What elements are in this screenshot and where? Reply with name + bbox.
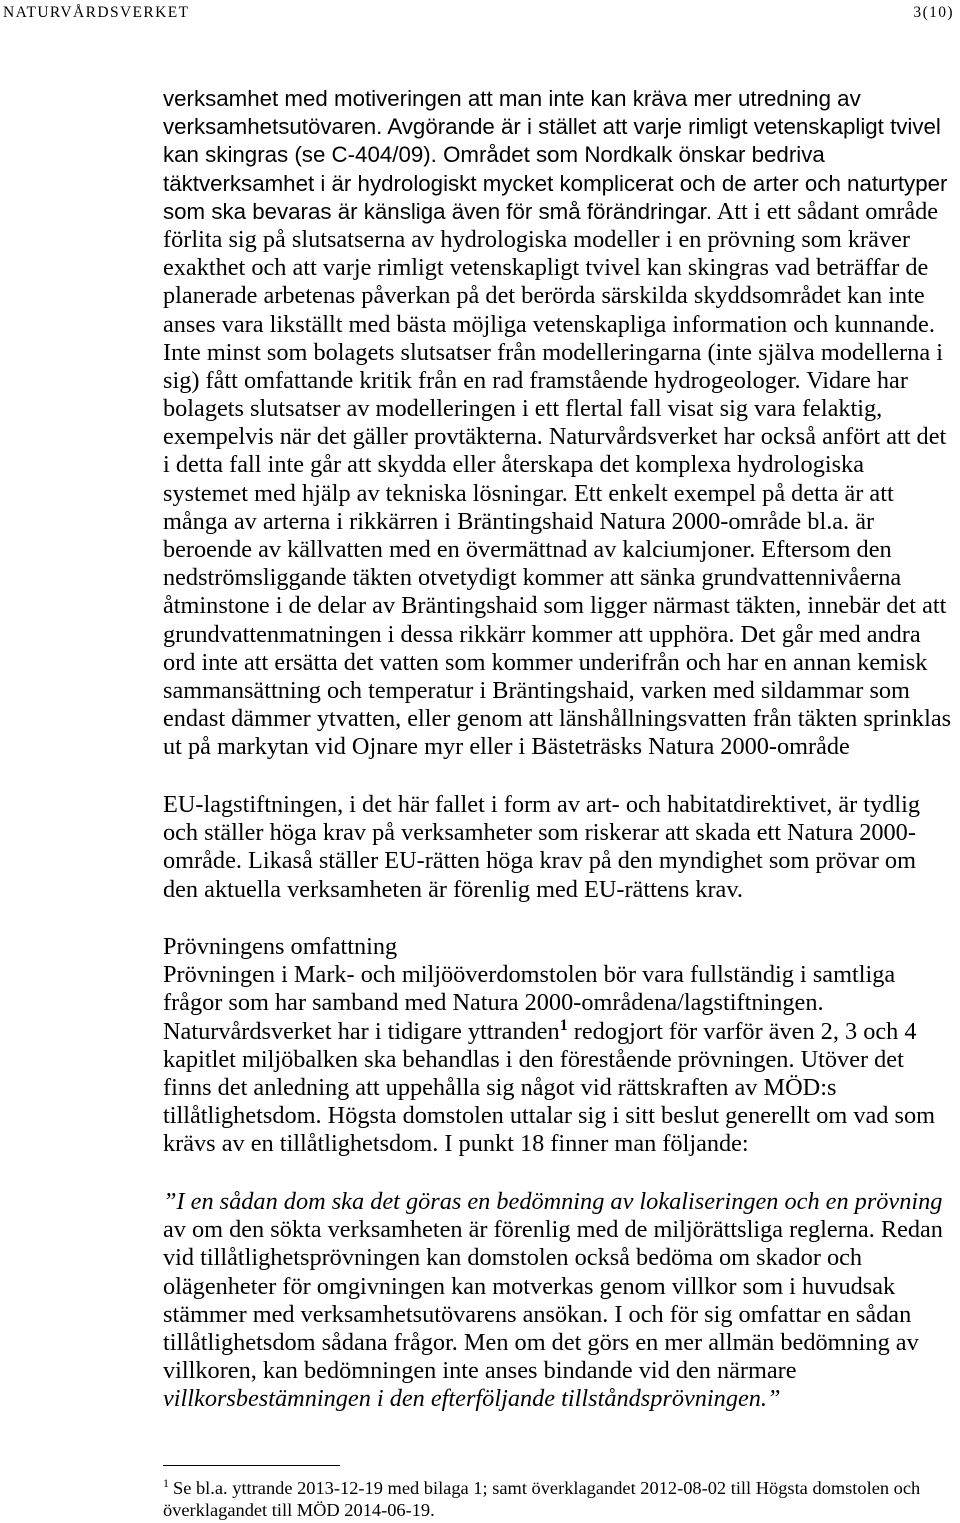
- paragraph-line-mixed: [163, 198, 955, 226]
- quote-line: ”I en sådan dom ska det göras en bedömning av lokaliseringen och en prövning: [163, 1188, 943, 1215]
- paragraph-line: område. Likaså ställer EU-rätten höga krav på den myndighet som prövar om: [163, 847, 916, 875]
- paragraph-line: och ställer höga krav på verksamheter som riskerar att skada ett Natura 2000-: [163, 819, 916, 847]
- paragraph-line: anses vara likställt med bästa möjliga vetenskapliga information och kunnande.: [163, 310, 935, 338]
- paragraph-line: exakthet och att varje rimligt vetenskapligt tvivel kan skingras vad beträffar de: [163, 254, 929, 282]
- paragraph-line-part: Naturvårdsverket har i tidigare yttranden: [163, 1017, 560, 1045]
- paragraph-line: den aktuella verksamheten är förenlig med EU-rättens krav.: [163, 875, 743, 903]
- quote-line: tillåtlighetsdom sådana frågor. Men om det görs en mer allmän bedömning av: [163, 1328, 919, 1356]
- paragraph-line: krävs av en tillåtlighetsdom. I punkt 18 finner man följande:: [163, 1130, 749, 1158]
- paragraph-line: i detta fall inte går att skydda eller återskapa det komplexa hydrologiska: [163, 451, 864, 479]
- paragraph-line: grundvattenmatningen i dessa rikkärr kommer att upphöra. Det går med andra: [163, 620, 921, 648]
- paragraph-line: kan skingras (se C-404/09). Området som Nordkalk önskar bedriva: [163, 142, 825, 168]
- quote-line: stämmer med verksamhetsutövarens ansökan. I och för sig omfattar en sådan: [163, 1300, 912, 1328]
- footnote-reference: 1: [559, 1016, 568, 1034]
- paragraph-line: EU-lagstiftningen, i det här fallet i form av art- och habitatdirektivet, är tydlig: [163, 791, 920, 818]
- footnote-text: Se bl.a. yttrande 2013-12-19 med bilaga 1; samt överklagandet 2012-08-02 till Högsta domstolen och: [173, 1478, 921, 1498]
- paragraph-line: endast dämmer ytvatten, eller genom att länshållningsvatten från täkten sprinklas: [163, 705, 952, 733]
- paragraph-line: ut på markytan vid Ojnare myr eller i Bästeträsks Natura 2000-område: [163, 733, 850, 761]
- paragraph-line: planerade arbetenas påverkan på det berörda särskilda skyddsområdet kan inte: [163, 282, 925, 310]
- document-header-organization: NATURVÅRDSVERKET: [3, 4, 190, 21]
- paragraph-line: Prövningen i Mark- och miljööverdomstolen bör vara fullständig i samtliga: [163, 961, 896, 989]
- paragraph-line: Inte minst som bolagets slutsatser från modelleringarna (inte själva modellerna i: [163, 338, 943, 366]
- paragraph-line: sammansättning och temperatur i Bräntingshaid, varken med sildammar som: [163, 676, 910, 704]
- quote-line: olägenheter för omgivningen kan motverkas genom villkor som i huvudsak: [163, 1272, 896, 1300]
- footnote-line: överklagandet till MÖD 2014-06-19.: [163, 1500, 435, 1520]
- quote-line: villkoren, kan bedömningen inte anses bindande vid den närmare: [163, 1357, 797, 1385]
- paragraph-line: nedströmsliggande täkten otvetydigt kommer att sänka grundvattennivåerna: [163, 564, 902, 592]
- paragraph-1: [163, 85, 955, 762]
- paragraph-line: finns det anledning att uppehålla sig något vid rättskraften av MÖD:s: [163, 1073, 837, 1101]
- footnote-marker: 1: [163, 1476, 169, 1490]
- paragraph-line: systemet med hjälp av tekniska lösningar. Ett enkelt exempel på detta är att: [163, 479, 894, 507]
- page-number: 3(10): [913, 4, 954, 21]
- paragraph-line: exempelvis när det gäller provtäkterna. Naturvårdsverket har också anfört att det: [163, 423, 947, 451]
- paragraph-line: verksamhet med motiveringen att man inte kan kräva mer utredning av: [163, 86, 861, 111]
- quote-line: vid tillåtlighetsprövningen kan domstolen också bedöma om skador och: [163, 1244, 863, 1272]
- footnote-separator: [163, 1465, 340, 1466]
- block-quote: [163, 1188, 955, 1414]
- paragraph-line-serif-part: Att i ett sådant område: [716, 197, 939, 225]
- paragraph-line: sig) fått omfattande kritik från en rad framstående hydrogeologer. Vidare har: [163, 366, 908, 394]
- paragraph-line: verksamhetsutövaren. Avgörande är i stället att varje rimligt vetenskapligt tvivel: [163, 114, 941, 140]
- paragraph-line-with-footnote-ref: [163, 1018, 955, 1046]
- quote-line: av om den sökta verksamheten är förenlig med de miljörättsliga reglerna. Redan: [163, 1216, 943, 1244]
- paragraph-line: beroende av källvatten med en övermättnad av kalciumjoner. Eftersom den: [163, 536, 892, 563]
- footnote: [163, 1477, 955, 1521]
- paragraph-line: bolagets slutsatser av modelleringen i ett flertal fall visat sig vara felaktig,: [163, 395, 883, 423]
- section-heading: Prövningens omfattning: [163, 933, 398, 960]
- paragraph-line-part: redogjort för varför även 2, 3 och 4: [573, 1017, 917, 1045]
- paragraph-line: åtminstone i de delar av Bräntingshaid som ligger närmast täkten, innebär det att: [163, 592, 947, 620]
- paragraph-line: förlita sig på slutsatserna av hydrologiska modeller i en prövning som kräver: [163, 225, 910, 253]
- quote-line: villkorsbestämningen i den efterföljande tillståndsprövningen.”: [163, 1385, 781, 1413]
- paragraph-2: [163, 791, 955, 904]
- paragraph-line: frågor som har samband med Natura 2000-områdena/lagstiftningen.: [163, 989, 824, 1017]
- paragraph-line: många av arterna i rikkärren i Bräntingshaid Natura 2000-område bl.a. är: [163, 507, 875, 535]
- paragraph-line-sans-part: som ska bevaras är känsliga även för små förändringar.: [163, 198, 713, 224]
- paragraph-line: täktverksamhet i är hydrologiskt mycket komplicerat och de arter och naturtyper: [163, 170, 948, 196]
- paragraph-line: tillåtlighetsdom. Högsta domstolen uttalar sig i sitt beslut generellt om vad som: [163, 1102, 936, 1130]
- footnote-line: [163, 1477, 955, 1499]
- paragraph-line: kapitlet miljöbalken ska behandlas i den förestående prövningen. Utöver det: [163, 1045, 904, 1073]
- section-provningens-omfattning: [163, 933, 955, 1159]
- paragraph-line: ord inte att ersätta det vatten som kommer underifrån och har en annan kemisk: [163, 648, 928, 676]
